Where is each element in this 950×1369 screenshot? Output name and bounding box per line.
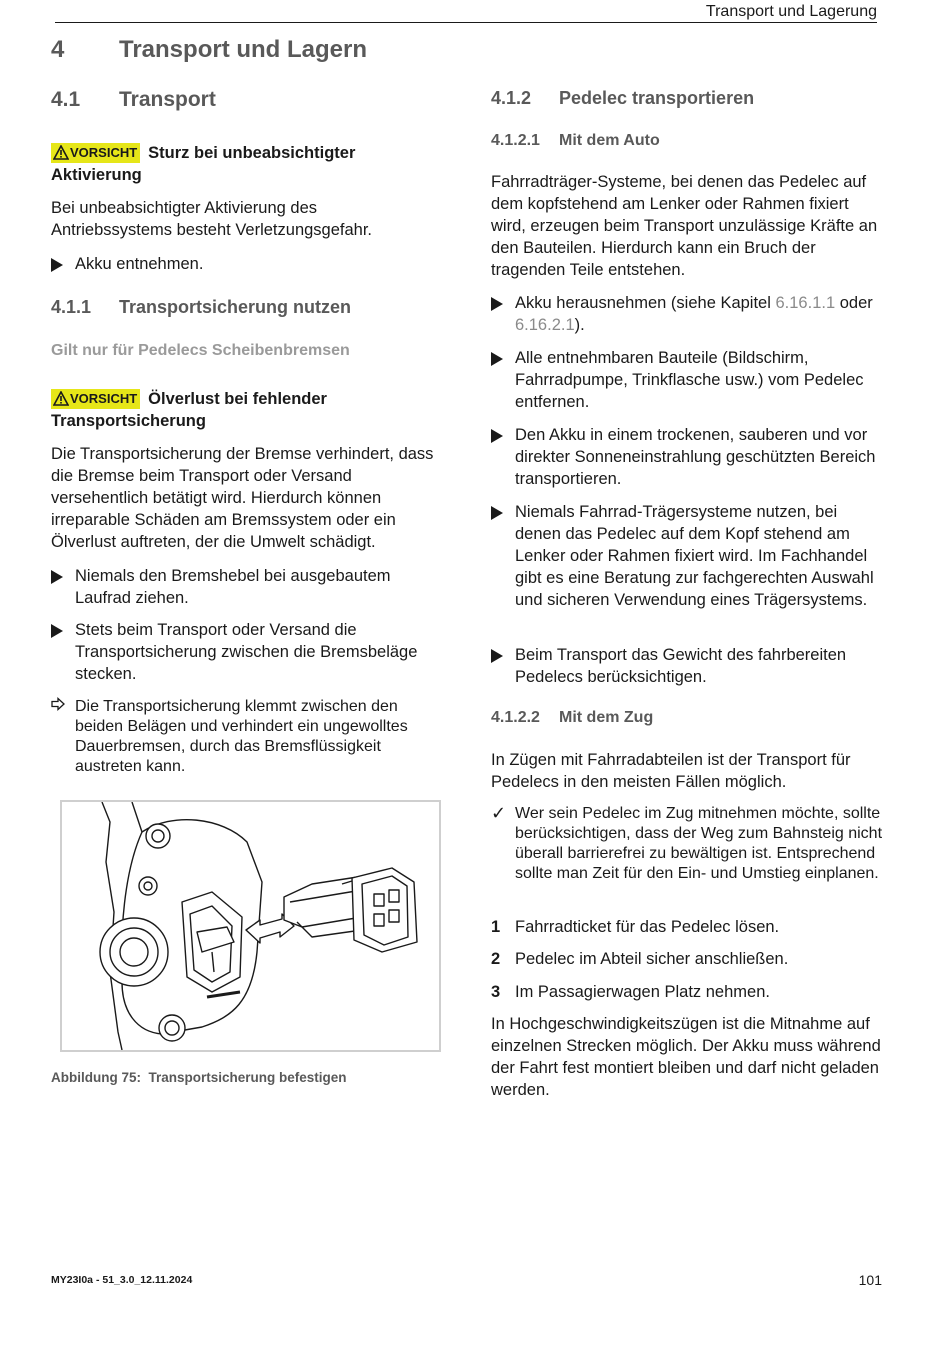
warning-badge: VORSICHT xyxy=(51,389,140,409)
running-header: Transport und Lagerung xyxy=(705,3,877,20)
step-arrow-icon xyxy=(491,297,503,311)
step-arrow-icon xyxy=(491,506,503,520)
precondition-step: ✓ Wer sein Pedelec im Zug mitnehmen möchte, sollte berücksichtigen, dass der Weg zum Bahnsteig nicht überall barrierefrei zu bewältigen ist. Entsprechend sollte man Zeit für den Ein- und Umstieg einplanen. xyxy=(491,803,883,882)
warning-title: Sturz bei unbeabsichtigter Aktivierung xyxy=(51,144,356,184)
figure-caption xyxy=(51,1070,347,1085)
numbered-step: 3 Im Passagierwagen Platz nehmen. xyxy=(491,983,770,1001)
applicability-note: Gilt nur für Pedelecs Scheibenbremsen xyxy=(51,342,350,359)
chapter-number: 4 xyxy=(51,36,65,63)
subsection-heading xyxy=(491,88,754,109)
document-id: MY23I0a - 51_3.0_12.11.2024 xyxy=(51,1274,193,1286)
figure-brake-caliper xyxy=(60,800,441,1052)
step-arrow-icon xyxy=(491,352,503,366)
warning-box-2 xyxy=(51,388,446,432)
warning-triangle-icon xyxy=(53,391,69,406)
instruction-step: Akku herausnehmen (siehe Kapitel 6.16.1.1 oder 6.16.2.1). xyxy=(491,292,883,336)
subsection-title: Transportsicherung nutzen xyxy=(119,297,352,317)
step-arrow-icon xyxy=(491,649,503,663)
instruction-step: Beim Transport das Gewicht des fahrbereiten Pedelecs berücksichtigen. xyxy=(491,644,883,688)
page-number: 101 xyxy=(858,1272,882,1288)
warning-triangle-icon xyxy=(53,145,69,160)
subsection-heading xyxy=(51,297,351,318)
sub-subsection-heading xyxy=(491,709,653,727)
brake-caliper-illustration xyxy=(62,802,439,1050)
section-heading xyxy=(51,88,216,112)
sub-subsection-number: 4.1.2.2 xyxy=(491,709,540,726)
step-arrow-icon xyxy=(51,570,63,584)
subsection-number: 4.1.2 xyxy=(491,88,532,108)
paragraph: In Hochgeschwindigkeitszügen ist die Mitnahme auf einzelnen Strecken möglich. Der Akku muss während der Fahrt fest montiert bleiben und darf nicht geladen werden. xyxy=(491,1015,881,1099)
numbered-step: 1 Fahrradticket für das Pedelec lösen. xyxy=(491,918,780,936)
step-arrow-icon xyxy=(51,258,63,272)
instruction-step: Den Akku in einem trockenen, sauberen und vor direkter Sonneneinstrahlung geschützten Bereich transportieren. xyxy=(491,424,883,490)
section-title: Transport xyxy=(119,88,216,111)
paragraph: In Zügen mit Fahrradabteilen ist der Transport für Pedelecs in den meisten Fällen möglich. xyxy=(491,751,851,791)
chapter-link[interactable]: 6.16.1.1 xyxy=(775,294,836,312)
instruction-step: Niemals Fahrrad-Trägersysteme nutzen, bei denen das Pedelec auf dem Kopf stehend am Lenker oder Rahmen fixiert wird. Im Fachhandel gibt es eine Beratung zur fachgerechten Auswahl und sicheren Verwendung eines Trägersystems. xyxy=(491,501,883,611)
sub-subsection-heading xyxy=(491,132,660,150)
warning-box-1 xyxy=(51,142,446,186)
chapter-link[interactable]: 6.16.2.1 xyxy=(515,316,575,334)
result-step: Die Transportsicherung klemmt zwischen den beiden Belägen und verhindert ein ungewolltes Dauerbremsen, durch das Bremsflüssigkeit austreten kann. xyxy=(51,697,450,777)
section-number: 4.1 xyxy=(51,88,81,111)
instruction-step: Alle entnehmbaren Bauteile (Bildschirm, Fahrradpumpe, Trinkflasche usw.) vom Pedelec entfernen. xyxy=(491,347,883,413)
sub-subsection-number: 4.1.2.1 xyxy=(491,132,540,149)
warning-text: Bei unbeabsichtigter Aktivierung des Antriebssystems besteht Verletzungsgefahr. xyxy=(51,199,373,239)
figure-label: Abbildung 75: xyxy=(51,1070,141,1085)
numbered-step: 2 Pedelec im Abteil sicher anschließen. xyxy=(491,950,789,968)
subsection-number: 4.1.1 xyxy=(51,297,92,317)
warning-badge: VORSICHT xyxy=(51,143,140,163)
paragraph: Fahrradträger-Systeme, bei denen das Pedelec auf dem kopfstehend am Lenker oder Rahmen fixiert wird, erzeugen beim Transport unzulässige Kräfte an den Bauteilen. Hierdurch kann ein Bruch der tragenden Teile entstehen. xyxy=(491,173,878,279)
checkmark-icon: ✓ xyxy=(491,803,507,823)
warning-title: Ölverlust bei fehlender Transportsicherung xyxy=(51,390,327,430)
sub-subsection-title: Mit dem Auto xyxy=(559,132,660,149)
sub-subsection-title: Mit dem Zug xyxy=(559,709,654,726)
header-rule xyxy=(55,22,877,23)
chapter-title: Transport und Lagern xyxy=(119,36,368,63)
subsection-title: Pedelec transportieren xyxy=(559,88,755,108)
instruction-step: Stets beim Transport oder Versand die Transportsicherung zwischen die Bremsbeläge stecken. xyxy=(51,619,445,685)
step-arrow-icon xyxy=(51,624,63,638)
instruction-step: Niemals den Bremshebel bei ausgebautem Laufrad ziehen. xyxy=(51,565,445,609)
result-arrow-icon xyxy=(51,697,65,717)
figure-title: Transportsicherung befestigen xyxy=(148,1070,347,1085)
instruction-step: Akku entnehmen. xyxy=(51,253,445,275)
warning-text: Die Transportsicherung der Bremse verhindert, dass die Bremse beim Transport oder Versand versehentlich betätigt wird. Hierdurch können irreparable Schäden am Bremssystem oder ein Ölverlust auftreten, der die Umwelt schädigt. xyxy=(51,445,434,551)
chapter-heading xyxy=(51,36,367,64)
step-arrow-icon xyxy=(491,429,503,443)
